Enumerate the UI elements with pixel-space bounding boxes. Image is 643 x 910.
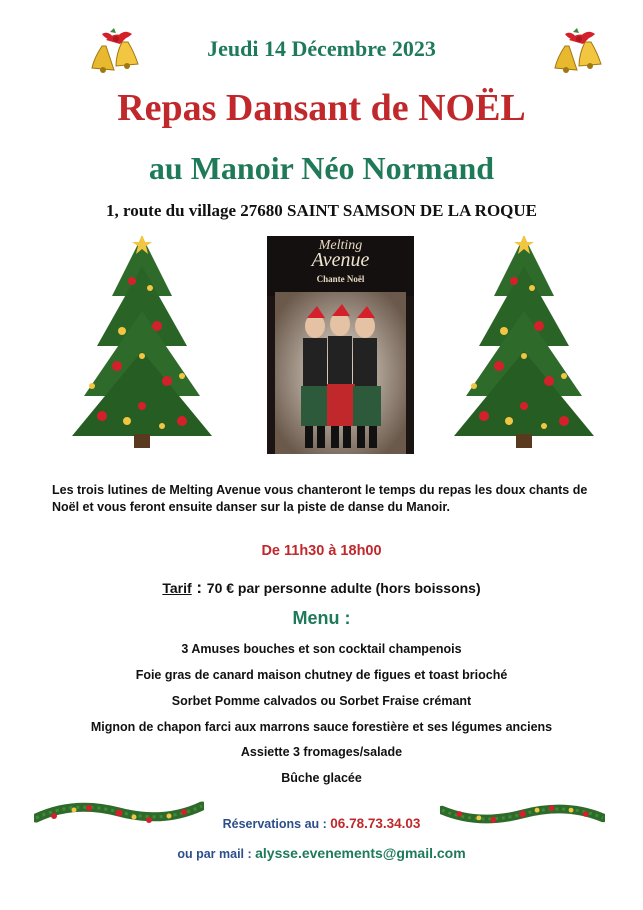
band-logo-line1: Melting bbox=[318, 238, 363, 253]
event-hours: De 11h30 à 18h00 bbox=[261, 543, 382, 559]
menu-item: Sorbet Pomme calvados ou Sorbet Fraise crémant bbox=[171, 694, 472, 708]
tarif-value: 70 € par personne adulte (hors boissons) bbox=[206, 580, 481, 596]
tarif-line bbox=[0, 578, 643, 598]
menu-title: Menu : bbox=[292, 608, 351, 628]
event-date: Jeudi 14 Décembre 2023 bbox=[207, 36, 436, 61]
christmas-tree-icon bbox=[454, 236, 594, 448]
menu-item: Foie gras de canard maison chutney de figues et toast brioché bbox=[135, 668, 508, 682]
band-caption: Chante Noël bbox=[316, 274, 365, 284]
email-link[interactable]: alysse.evenements@gmail.com bbox=[255, 845, 466, 861]
band-logo bbox=[267, 238, 414, 287]
menu-item: Mignon de chapon farci aux marrons sauce forestière et ses légumes anciens bbox=[90, 720, 553, 734]
venue-title: au Manoir Néo Normand bbox=[148, 150, 495, 186]
phone-number[interactable]: 06.78.73.34.03 bbox=[330, 816, 421, 831]
mail-label: ou par mail : bbox=[177, 847, 256, 861]
reservation-line bbox=[0, 816, 643, 831]
venue-address: 1, route du village 27680 SAINT SAMSON DE LA ROQUE bbox=[105, 201, 538, 220]
menu-item: Bûche glacée bbox=[281, 771, 362, 785]
mail-line bbox=[0, 845, 643, 861]
menu-item: 3 Amuses bouches et son cocktail champenois bbox=[181, 642, 462, 656]
menu-item: Assiette 3 fromages/salade bbox=[240, 745, 403, 759]
christmas-tree-icon bbox=[72, 236, 212, 448]
band-logo-line2: Avenue bbox=[311, 249, 370, 271]
intro-paragraph: Les trois lutines de Melting Avenue vous chanteront le temps du repas les doux chants de Noël et vous feront ensuite danser sur la piste de danse du Manoir. bbox=[52, 483, 588, 514]
tarif-colon: : bbox=[191, 578, 207, 597]
reservation-label: Réservations au : bbox=[222, 817, 331, 831]
tarif-label: Tarif bbox=[162, 580, 192, 596]
band-photo bbox=[267, 236, 414, 454]
page-title: Repas Dansant de NOËL bbox=[117, 87, 526, 129]
